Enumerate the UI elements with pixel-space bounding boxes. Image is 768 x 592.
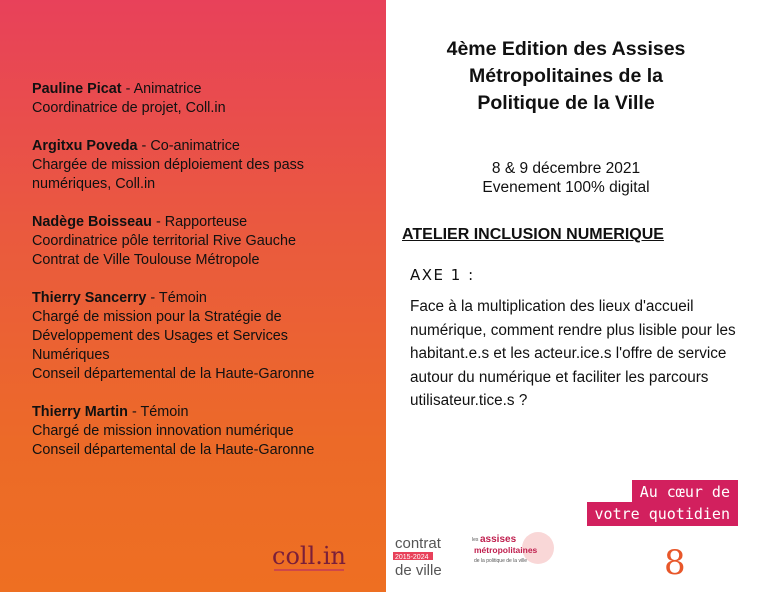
title-line: Métropolitaines de la: [469, 65, 663, 87]
participant: [32, 289, 372, 384]
axe-question: Face à la multiplication des lieux d'accueil numérique, comment rendre plus lisible pour les habitant.e.s et les acteur.ice.s l'offre de service autour du numérique et faciliter les parcours utilisateur.tice.s ?: [410, 298, 736, 409]
participant: [32, 213, 372, 270]
participant-role: - Témoin: [127, 404, 189, 420]
participant-name: Thierry Sancerry: [32, 290, 147, 306]
assises-logo-line-3: de la politique de la ville: [474, 558, 528, 564]
participant-detail: Conseil départemental de la Haute-Garonne: [32, 366, 315, 382]
participant-detail: numériques, Coll.in: [32, 176, 156, 192]
date-line: Evenement 100% digital: [482, 179, 650, 196]
participant-heading: [32, 403, 372, 422]
participants-list: [32, 80, 372, 479]
participant-detail: Numériques: [32, 347, 110, 363]
contrat-logo-bottom: de ville: [395, 562, 442, 578]
participant-role: - Animatrice: [121, 81, 202, 97]
collin-logo: [270, 538, 350, 574]
banner-line-2: votre quotidien: [587, 502, 738, 526]
participant-heading: [32, 289, 372, 308]
participant-detail: Conseil départemental de la Haute-Garonne: [32, 442, 315, 458]
participant-detail: Coordinatrice de projet, Coll.in: [32, 100, 226, 116]
participant-detail: Chargé de mission pour la Stratégie de: [32, 309, 282, 325]
collin-logo-text: coll.in: [272, 542, 347, 570]
participant-name: Nadège Boisseau: [32, 214, 152, 230]
assises-logo-les: les: [472, 537, 479, 543]
contrat-de-ville-logo: [393, 534, 459, 578]
participant-name: Pauline Picat: [32, 81, 122, 97]
participant-role: - Témoin: [146, 290, 207, 306]
participant-detail: Développement des Usages et Services: [32, 328, 288, 344]
participant: [32, 137, 372, 194]
metropole-8-logo: [662, 540, 692, 580]
event-title: [396, 36, 736, 117]
assises-logo: [470, 528, 558, 580]
title-line: Politique de la Ville: [477, 92, 655, 114]
participant-role: - Co-animatrice: [137, 138, 240, 154]
participant: [32, 403, 372, 460]
slogan-banner: [574, 480, 738, 526]
participant-heading: [32, 213, 372, 232]
participant-name: Argitxu Poveda: [32, 138, 138, 154]
participant-detail: Coordinatrice pôle territorial Rive Gauche: [32, 233, 296, 249]
banner-line-1: Au cœur de: [632, 480, 738, 504]
participant: [32, 80, 372, 118]
metropole-8-text: 8: [664, 543, 686, 580]
date-line: 8 & 9 décembre 2021: [491, 160, 641, 177]
participant-detail: Contrat de Ville Toulouse Métropole: [32, 252, 260, 268]
participant-detail: Chargé de mission innovation numérique: [32, 423, 294, 439]
participant-name: Thierry Martin: [32, 404, 128, 420]
event-date: [396, 159, 736, 197]
participant-heading: [32, 137, 372, 156]
assises-logo-line-1: assises: [480, 534, 517, 545]
participant-detail: Chargée de mission déploiement des pass: [32, 157, 304, 173]
axe-label: AXE 1 :: [410, 266, 475, 284]
participant-heading: [32, 80, 372, 99]
title-line: 4ème Edition des Assises: [446, 38, 686, 60]
participant-role: - Rapporteuse: [151, 214, 248, 230]
assises-logo-line-2: métropolitaines: [474, 545, 538, 555]
contrat-logo-years: 2015-2024: [395, 554, 429, 561]
atelier-heading: ATELIER INCLUSION NUMERIQUE: [402, 226, 664, 243]
contrat-logo-top: contrat: [395, 535, 441, 552]
